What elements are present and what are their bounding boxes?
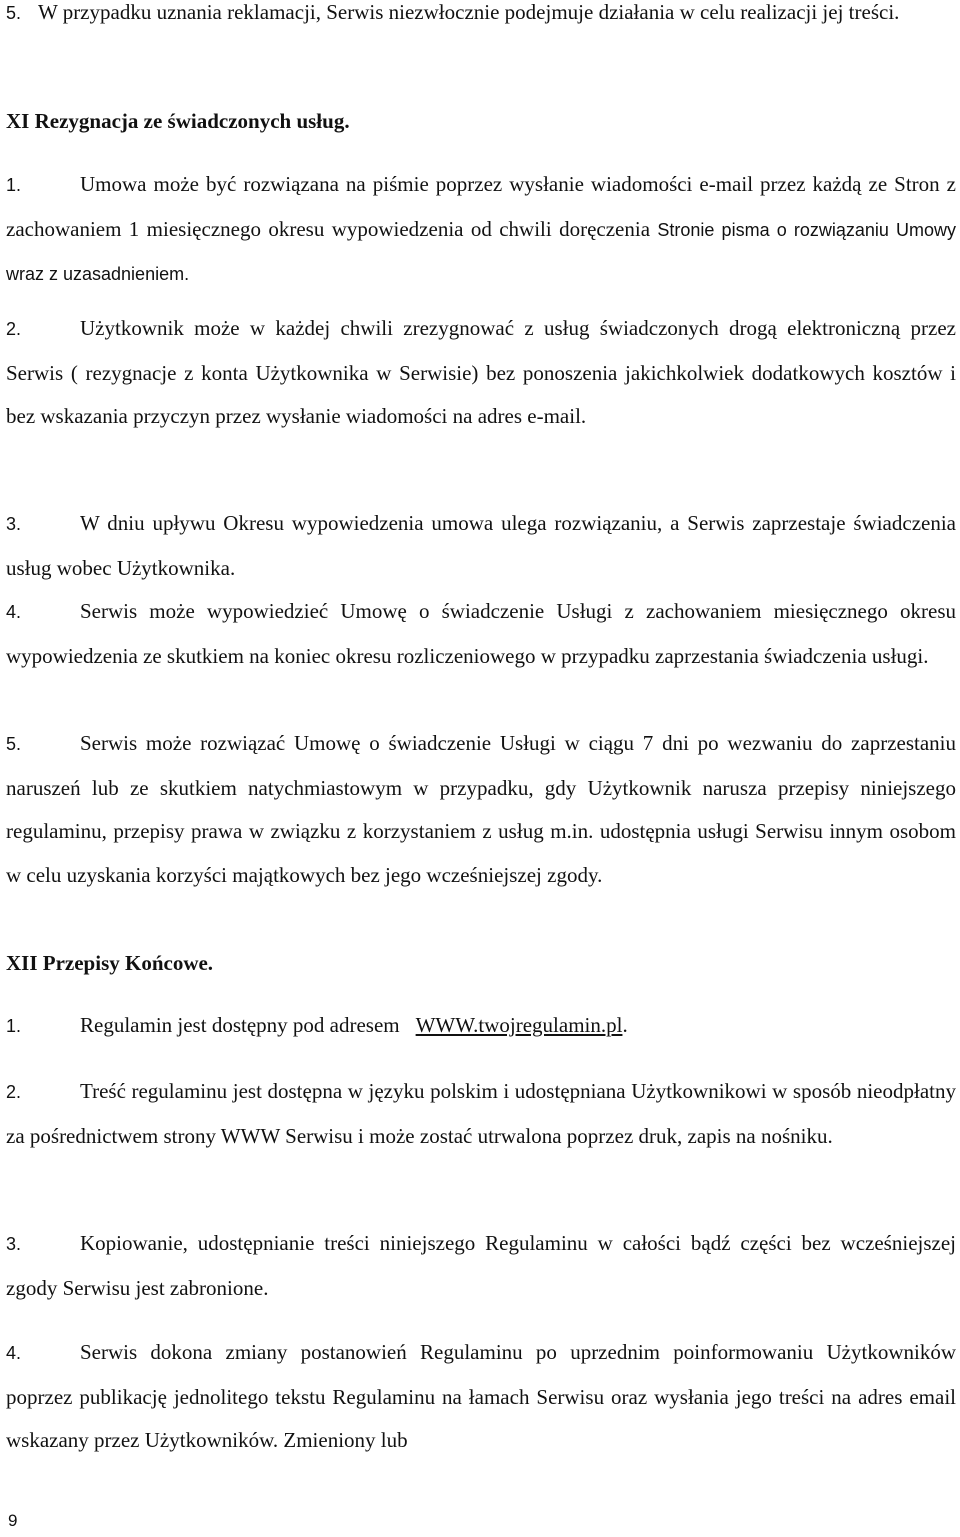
item-text: Umowa może być rozwiązana na piśmie poprzez wysłanie wiadomości e-mail przez każdą ze Stron z zachowaniem 1 miesięcznego okresu wypowiedzenia od chwili doręczenia bbox=[6, 172, 956, 241]
item-number: 2. bbox=[6, 319, 22, 339]
section-xi-item-2 bbox=[6, 307, 956, 439]
item-text: W przypadku uznania reklamacji, Serwis niezwłocznie podejmuje działania w celu realizacji jej treści. bbox=[38, 0, 900, 24]
section-xii-item-2 bbox=[6, 1070, 956, 1158]
section-xi-item-3 bbox=[6, 502, 956, 590]
regulamin-link[interactable]: WWW.twojregulamin.pl bbox=[415, 1013, 623, 1037]
item-number: 1. bbox=[6, 1016, 22, 1036]
section-xii-item-3 bbox=[6, 1222, 956, 1310]
item-text: Serwis dokona zmiany postanowień Regulaminu po uprzednim poinformowaniu Użytkowników poprzez publikację jednolitego tekstu Regulaminu na łamach Serwisu oraz wysłania jego treści na adres email wskazany przez Użytkowników. Zmieniony lub bbox=[6, 1340, 956, 1452]
section-xi-heading: XI Rezygnacja ze świadczonych usług. bbox=[6, 109, 350, 133]
item-text: W dniu upływu Okresu wypowiedzenia umowa ulega rozwiązaniu, a Serwis zaprzestaje świadczenia usług wobec Użytkownika. bbox=[6, 511, 956, 580]
complaint-item-5 bbox=[6, 0, 956, 36]
item-number: 2. bbox=[6, 1082, 22, 1102]
section-xi-item-4 bbox=[6, 590, 956, 678]
item-number: 1. bbox=[6, 175, 22, 195]
item-text-sans: Stronie pisma o rozwiązaniu Umowy wraz z uzasadnieniem. bbox=[6, 219, 957, 284]
item-number: 4. bbox=[6, 602, 22, 622]
section-xi-item-5 bbox=[6, 722, 956, 897]
section-xii-item-4 bbox=[6, 1331, 956, 1463]
section-xii-heading: XII Przepisy Końcowe. bbox=[6, 951, 214, 975]
item-text: Kopiowanie, udostępnianie treści niniejszego Regulaminu w całości bądź części bez wcześniejszej zgody Serwisu jest zabronione. bbox=[6, 1231, 956, 1300]
section-xi-item-1 bbox=[6, 163, 956, 297]
item-text: Serwis może wypowiedzieć Umowę o świadczenie Usługi z zachowaniem miesięcznego okresu wypowiedzenia ze skutkiem na koniec okresu rozliczeniowego w przypadku zaprzestania świadczenia usługi. bbox=[6, 599, 956, 668]
item-number: 5. bbox=[6, 3, 22, 23]
item-text: Użytkownik może w każdej chwili zrezygnować z usług świadczonych drogą elektroniczną przez Serwis ( rezygnacje z konta Użytkownika w Serwisie) bez ponoszenia jakichkolwiek dodatkowych kosztów i bez wskazania przyczyn przez wysłanie wiadomości na adres e-mail. bbox=[6, 316, 956, 428]
item-text: Regulamin jest dostępny pod adresem bbox=[80, 1013, 400, 1037]
item-number: 3. bbox=[6, 514, 22, 534]
item-text: Treść regulaminu jest dostępna w języku polskim i udostępniana Użytkownikowi w sposób nieodpłatny za pośrednictwem strony WWW Serwisu i może zostać utrwalona poprzez druk, zapis na nośniku. bbox=[6, 1079, 956, 1148]
link-suffix: . bbox=[622, 1013, 628, 1037]
item-number: 5. bbox=[6, 734, 22, 754]
item-number: 3. bbox=[6, 1234, 22, 1254]
item-text: Serwis może rozwiązać Umowę o świadczenie Usługi w ciągu 7 dni po wezwaniu do zaprzestaniu naruszeń lub ze skutkiem natychmiastowym w przypadku, gdy Użytkownik narusza przepisy niniejszego regulaminu, przepisy prawa w związku z korzystaniem z usług m.in. udostępnia usługi Serwisu innym osobom w celu uzyskania korzyści majątkowych bez jego wcześniejszej zgody. bbox=[6, 731, 956, 887]
section-xii-item-1 bbox=[6, 1004, 956, 1049]
page-number: 9 bbox=[8, 1511, 18, 1530]
item-number: 4. bbox=[6, 1343, 22, 1363]
